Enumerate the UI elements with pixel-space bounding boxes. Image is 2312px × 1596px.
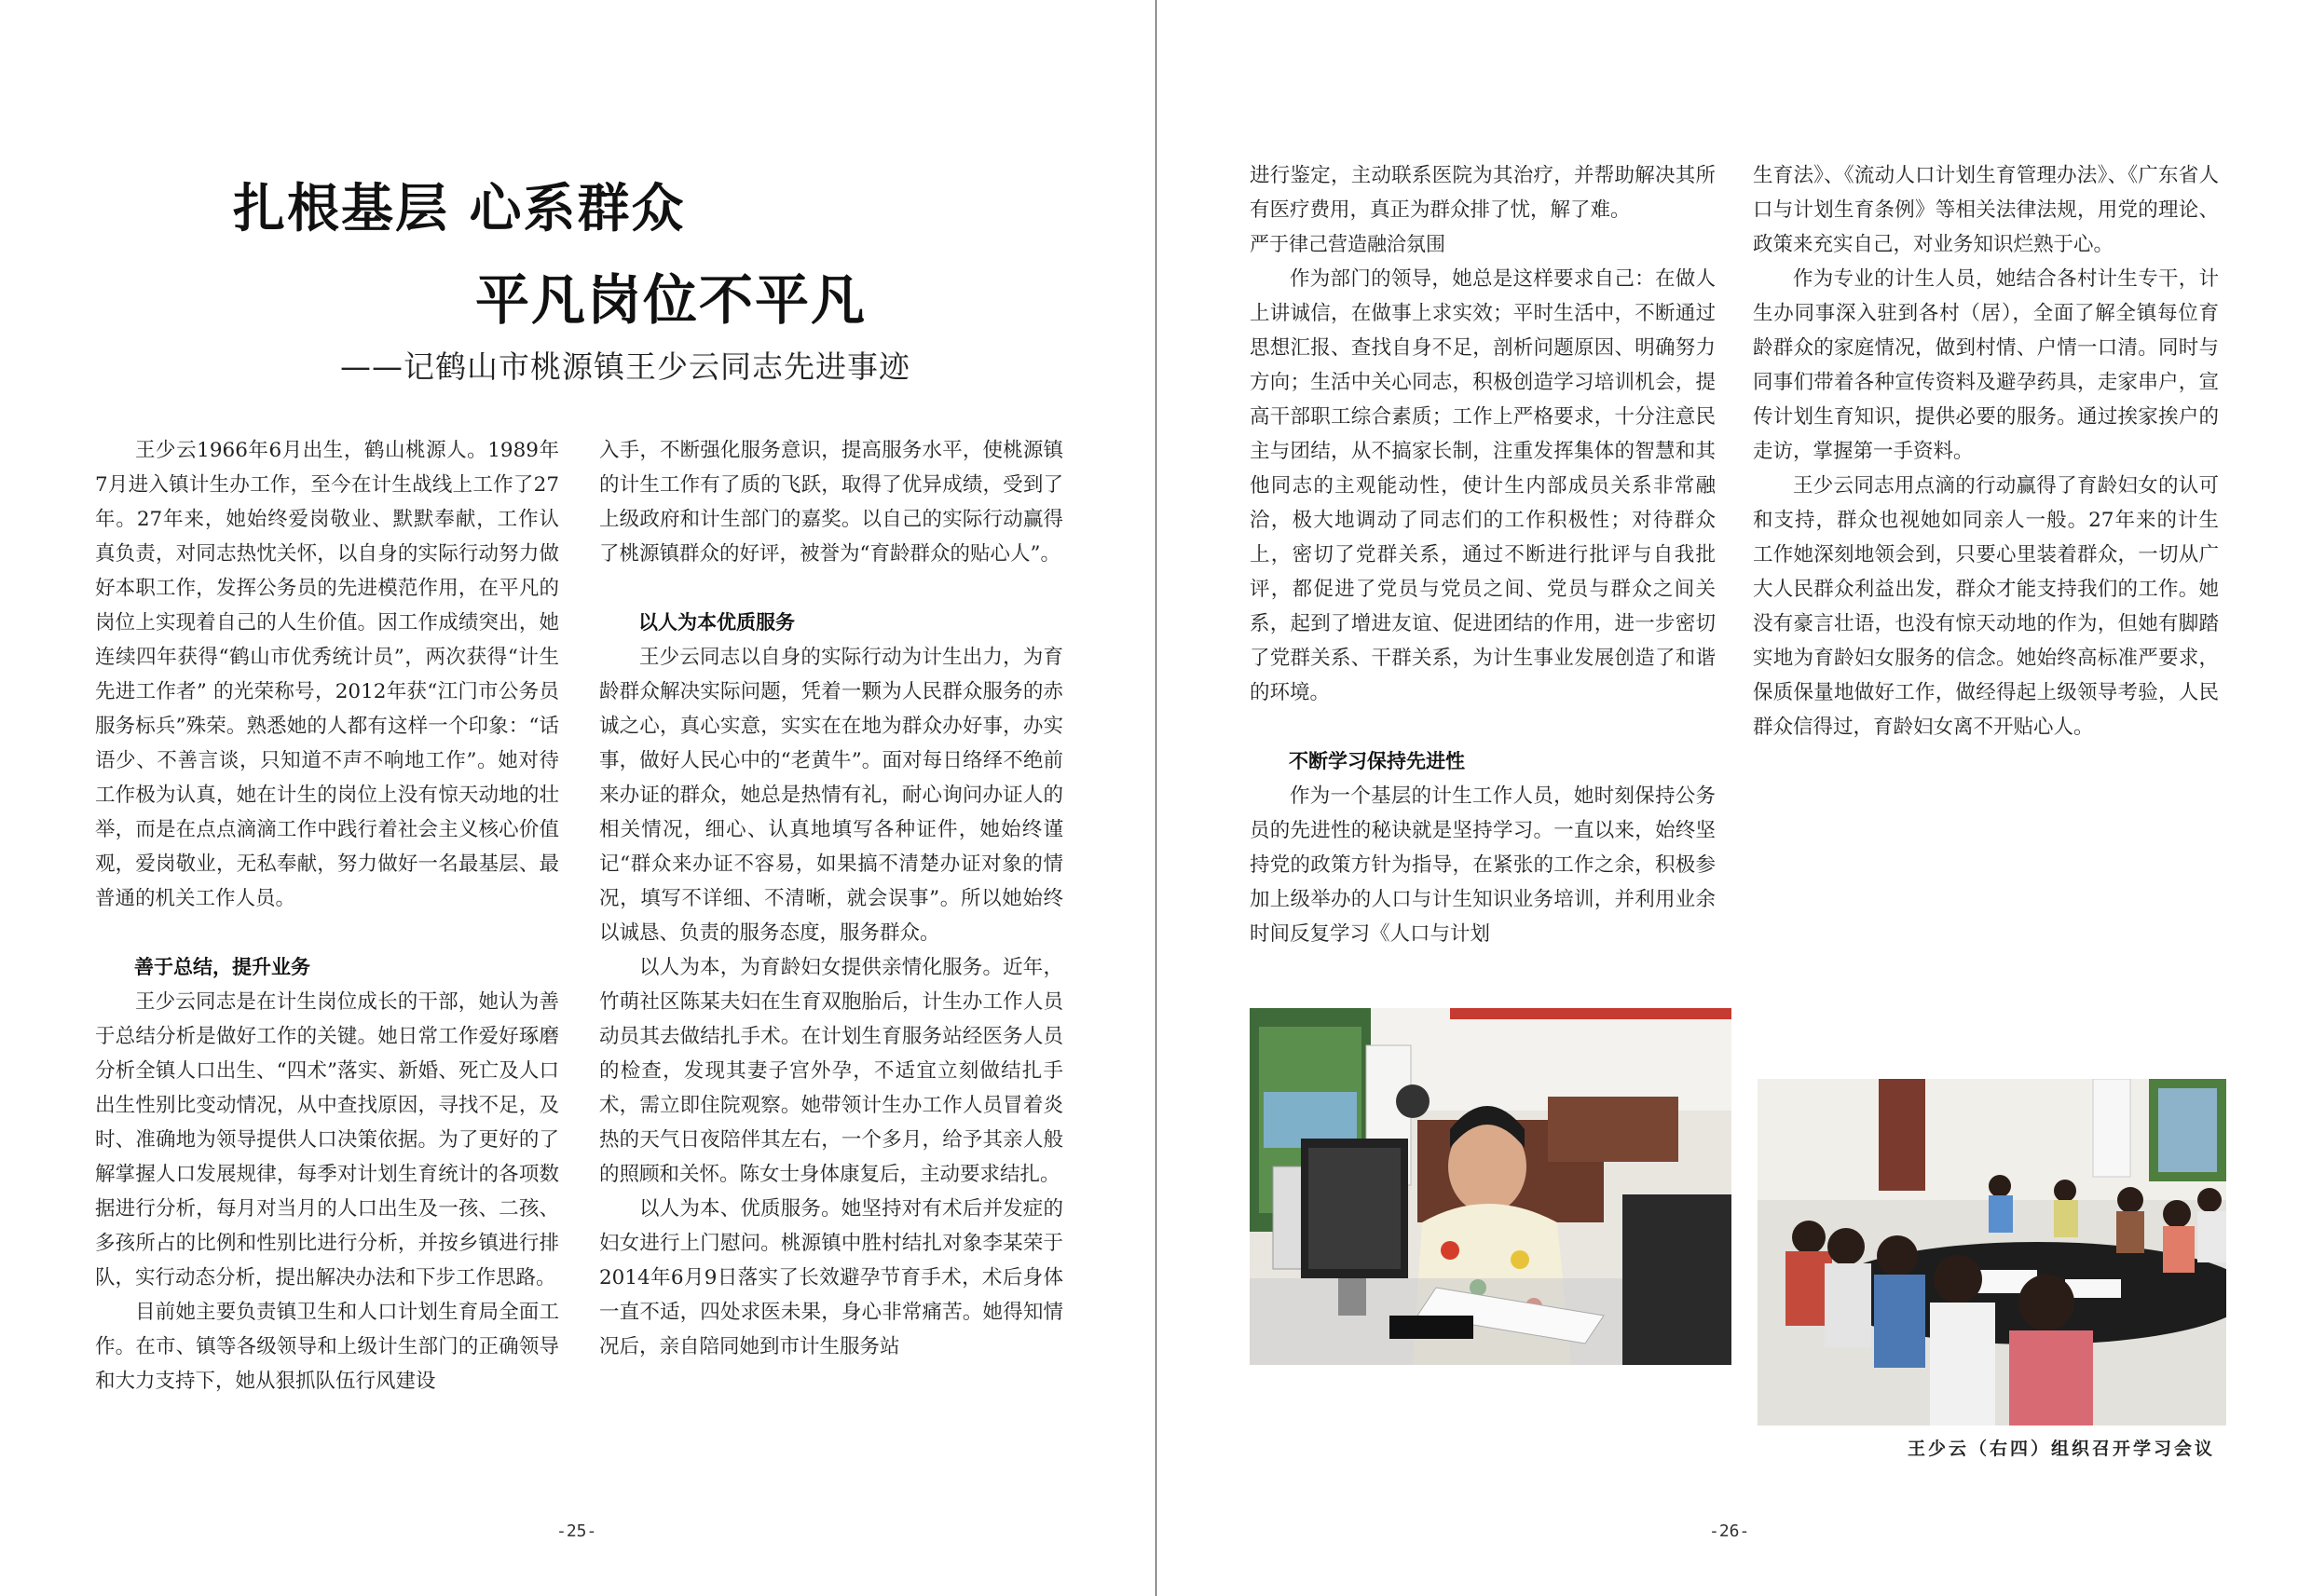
right-column-1 (1250, 158, 1716, 951)
subtitle: ——记鹤山市桃源镇王少云同志先进事迹 (340, 348, 910, 385)
body-paragraph: 作为一个基层的计生工作人员，她时刻保持公务员的先进性的秘诀就是坚持学习。一直以来，始终坚持党的政策方针为指导，在紧张的工作之余，积极参加上级举办的人口与计生知识业务培训，并利用业余时间反复学习《人口与计划 (1250, 784, 1716, 946)
body-paragraph: 王少云同志以自身的实际行动为计生出力，为育龄群众解决实际问题，凭着一颗为人民群众服务的赤诚之心，真心实意，实实在在地为群众办好事，办实事，做好人民心中的“老黄牛”。面对每日络绎不绝前来办证的群众，她总是热情有礼，耐心询问办证人的相关情况，细心、认真地填写各种证件，她始终谨记“群众来办证不容易，如果搞不清楚办证对象的情况，填写不详细、不清晰，就会误事”。所以她始终以诚恳、负责的服务态度，服务群众。 (599, 646, 1063, 945)
photo-study-meeting (1758, 1079, 2226, 1425)
body-paragraph: 王少云同志是在计生岗位成长的干部，她认为善于总结分析是做好工作的关键。她日常工作爱好琢磨分析全镇人口出生、“四术”落实、新婚、死亡及人口出生性别比变动情况，从中查找原因，寻找不足，及时、准确地为领导提供人口决策依据。为了更好的了解掌握人口发展规律，每季对计划生育统计的各项数据进行分析，每月对当月的人口出生及一孩、二孩、多孩所占的比例和性别比进行分析，并按乡镇进行排队，实行动态分析，提出解决办法和下步工作思路。 (95, 990, 559, 1289)
page-number-right: -26- (1709, 1521, 1750, 1541)
body-paragraph: 目前她主要负责镇卫生和人口计划生育局全面工作。在市、镇等各级领导和上级计生部门的正确领导和大力支持下，她从狠抓队伍行风建设 (95, 1301, 559, 1393)
left-column-2 (599, 433, 1063, 1364)
section-heading-study: 不断学习保持先进性 (1289, 750, 1465, 772)
subheading: 严于律己营造融洽氛围 (1250, 233, 1445, 255)
intro-paragraph: 王少云1966年6月出生，鹤山桃源人。1989年7月进入镇计生办工作，至今在计生战线上工作了27年。27年来，她始终爱岗敬业、默默奉献，工作认真负责，对同志热忱关怀，以自身的实际行动努力做好本职工作，发挥公务员的先进模范作用，在平凡的岗位上实现着自己的人生价值。因工作成绩突出，她连续四年获得“鹤山市优秀统计员”，两次获得“计生先进工作者” 的光荣称号，2012年获“江门市公务员服务标兵”殊荣。熟悉她的人都有这样一个印象：“话语少、不善言谈，只知道不声不响地工作”。她对待工作极为认真，她在计生的岗位上没有惊天动地的壮举，而是在点点滴滴工作中践行着社会主义核心价值观，爱岗敬业，无私奉献，努力做好一名最基层、最普通的机关工作人员。 (95, 439, 559, 910)
body-paragraph: 以人为本，为育龄妇女提供亲情化服务。近年，竹萌社区陈某夫妇在生育双胞胎后，计生办工作人员动员其去做结扎手术。在计划生育服务站经医务人员的检查，发现其妻子宫外孕，不适宜立刻做结扎手术，需立即住院观察。她带领计生办工作人员冒着炎热的天气日夜陪伴其左右，一个多月，给予其亲人般的照顾和关怀。陈女士身体康复后，主动要求结扎。 (599, 956, 1063, 1186)
body-paragraph: 以人为本、优质服务。她坚持对有术后并发症的妇女进行上门慰问。桃源镇中胜村结扎对象李某荣于2014年6月9日落实了长效避孕节育手术，术后身体一直不适，四处求医未果，身心非常痛苦。她得知情况后，亲自陪同她到市计生服务站 (599, 1197, 1063, 1358)
body-paragraph: 进行鉴定，主动联系医院为其治疗，并帮助解决其所有医疗费用，真正为群众排了忧，解了难。 (1250, 164, 1716, 222)
title-line-1: 扎根基层 心系群众 (233, 178, 686, 239)
right-page (1156, 0, 2312, 1596)
body-paragraph: 王少云同志用点滴的行动赢得了育龄妇女的认可和支持，群众也视她如同亲人一般。27年来的计生工作她深刻地领会到，只要心里装着群众，一切从广大人民群众利益出发，群众才能支持我们的工作。她没有豪言壮语，也没有惊天动地的作为，但她有脚踏实地为育龄妇女服务的信念。她始终高标准严要求，保质保量地做好工作，做经得起上级领导考验，人民群众信得过，育龄妇女离不开贴心人。 (1753, 474, 2219, 739)
page-number-left: -25- (556, 1521, 597, 1541)
body-paragraph: 作为部门的领导，她总是这样要求自己：在做人上讲诚信，在做事上求实效；平时生活中，不断通过思想汇报、查找自身不足，剖析问题原因、明确努力方向；生活中关心同志，积极创造学习培训机会，提高干部职工综合素质；工作上严格要求，十分注意民主与团结，从不搞家长制，注重发挥集体的智慧和其他同志的主观能动性，使计生内部成员关系非常融洽，极大地调动了同志们的工作积极性；对待群众上，密切了党群关系，通过不断进行批评与自我批评，都促进了党员与党员之间、党员与群众之间关系，起到了增进友谊、促进团结的作用，进一步密切了党群关系、干群关系，为计生事业发展创造了和谐的环境。 (1250, 267, 1716, 704)
photo-office-desk (1250, 1008, 1731, 1365)
right-column-2 (1753, 158, 2219, 744)
body-paragraph: 入手，不断强化服务意识，提高服务水平，使桃源镇的计生工作有了质的飞跃，取得了优异成绩，受到了上级政府和计生部门的嘉奖。以自己的实际行动赢得了桃源镇群众的好评，被誉为“育龄群众的贴心人”。 (599, 439, 1063, 566)
section-heading-summary: 善于总结，提升业务 (134, 956, 310, 978)
left-column-1 (95, 433, 559, 1398)
section-heading-service: 以人为本优质服务 (638, 611, 795, 634)
body-paragraph: 作为专业的计生人员，她结合各村计生专干，计生办同事深入驻到各村（居），全面了解全镇每位育龄群众的家庭情况，做到村情、户情一口清。同时与同事们带着各种宣传资料及避孕药具，走家串户，宣传计划生育知识，提供必要的服务。通过挨家挨户的走访，掌握第一手资料。 (1753, 267, 2219, 463)
photo-caption: 王少云（右四）组织召开学习会议 (1908, 1439, 2216, 1459)
title-line-2: 平凡岗位不平凡 (475, 268, 868, 332)
body-paragraph: 生育法》、《流动人口计划生育管理办法》、《广东省人口与计划生育条例》等相关法律法规，用党的理论、政策来充实自己，对业务知识烂熟于心。 (1753, 164, 2219, 256)
